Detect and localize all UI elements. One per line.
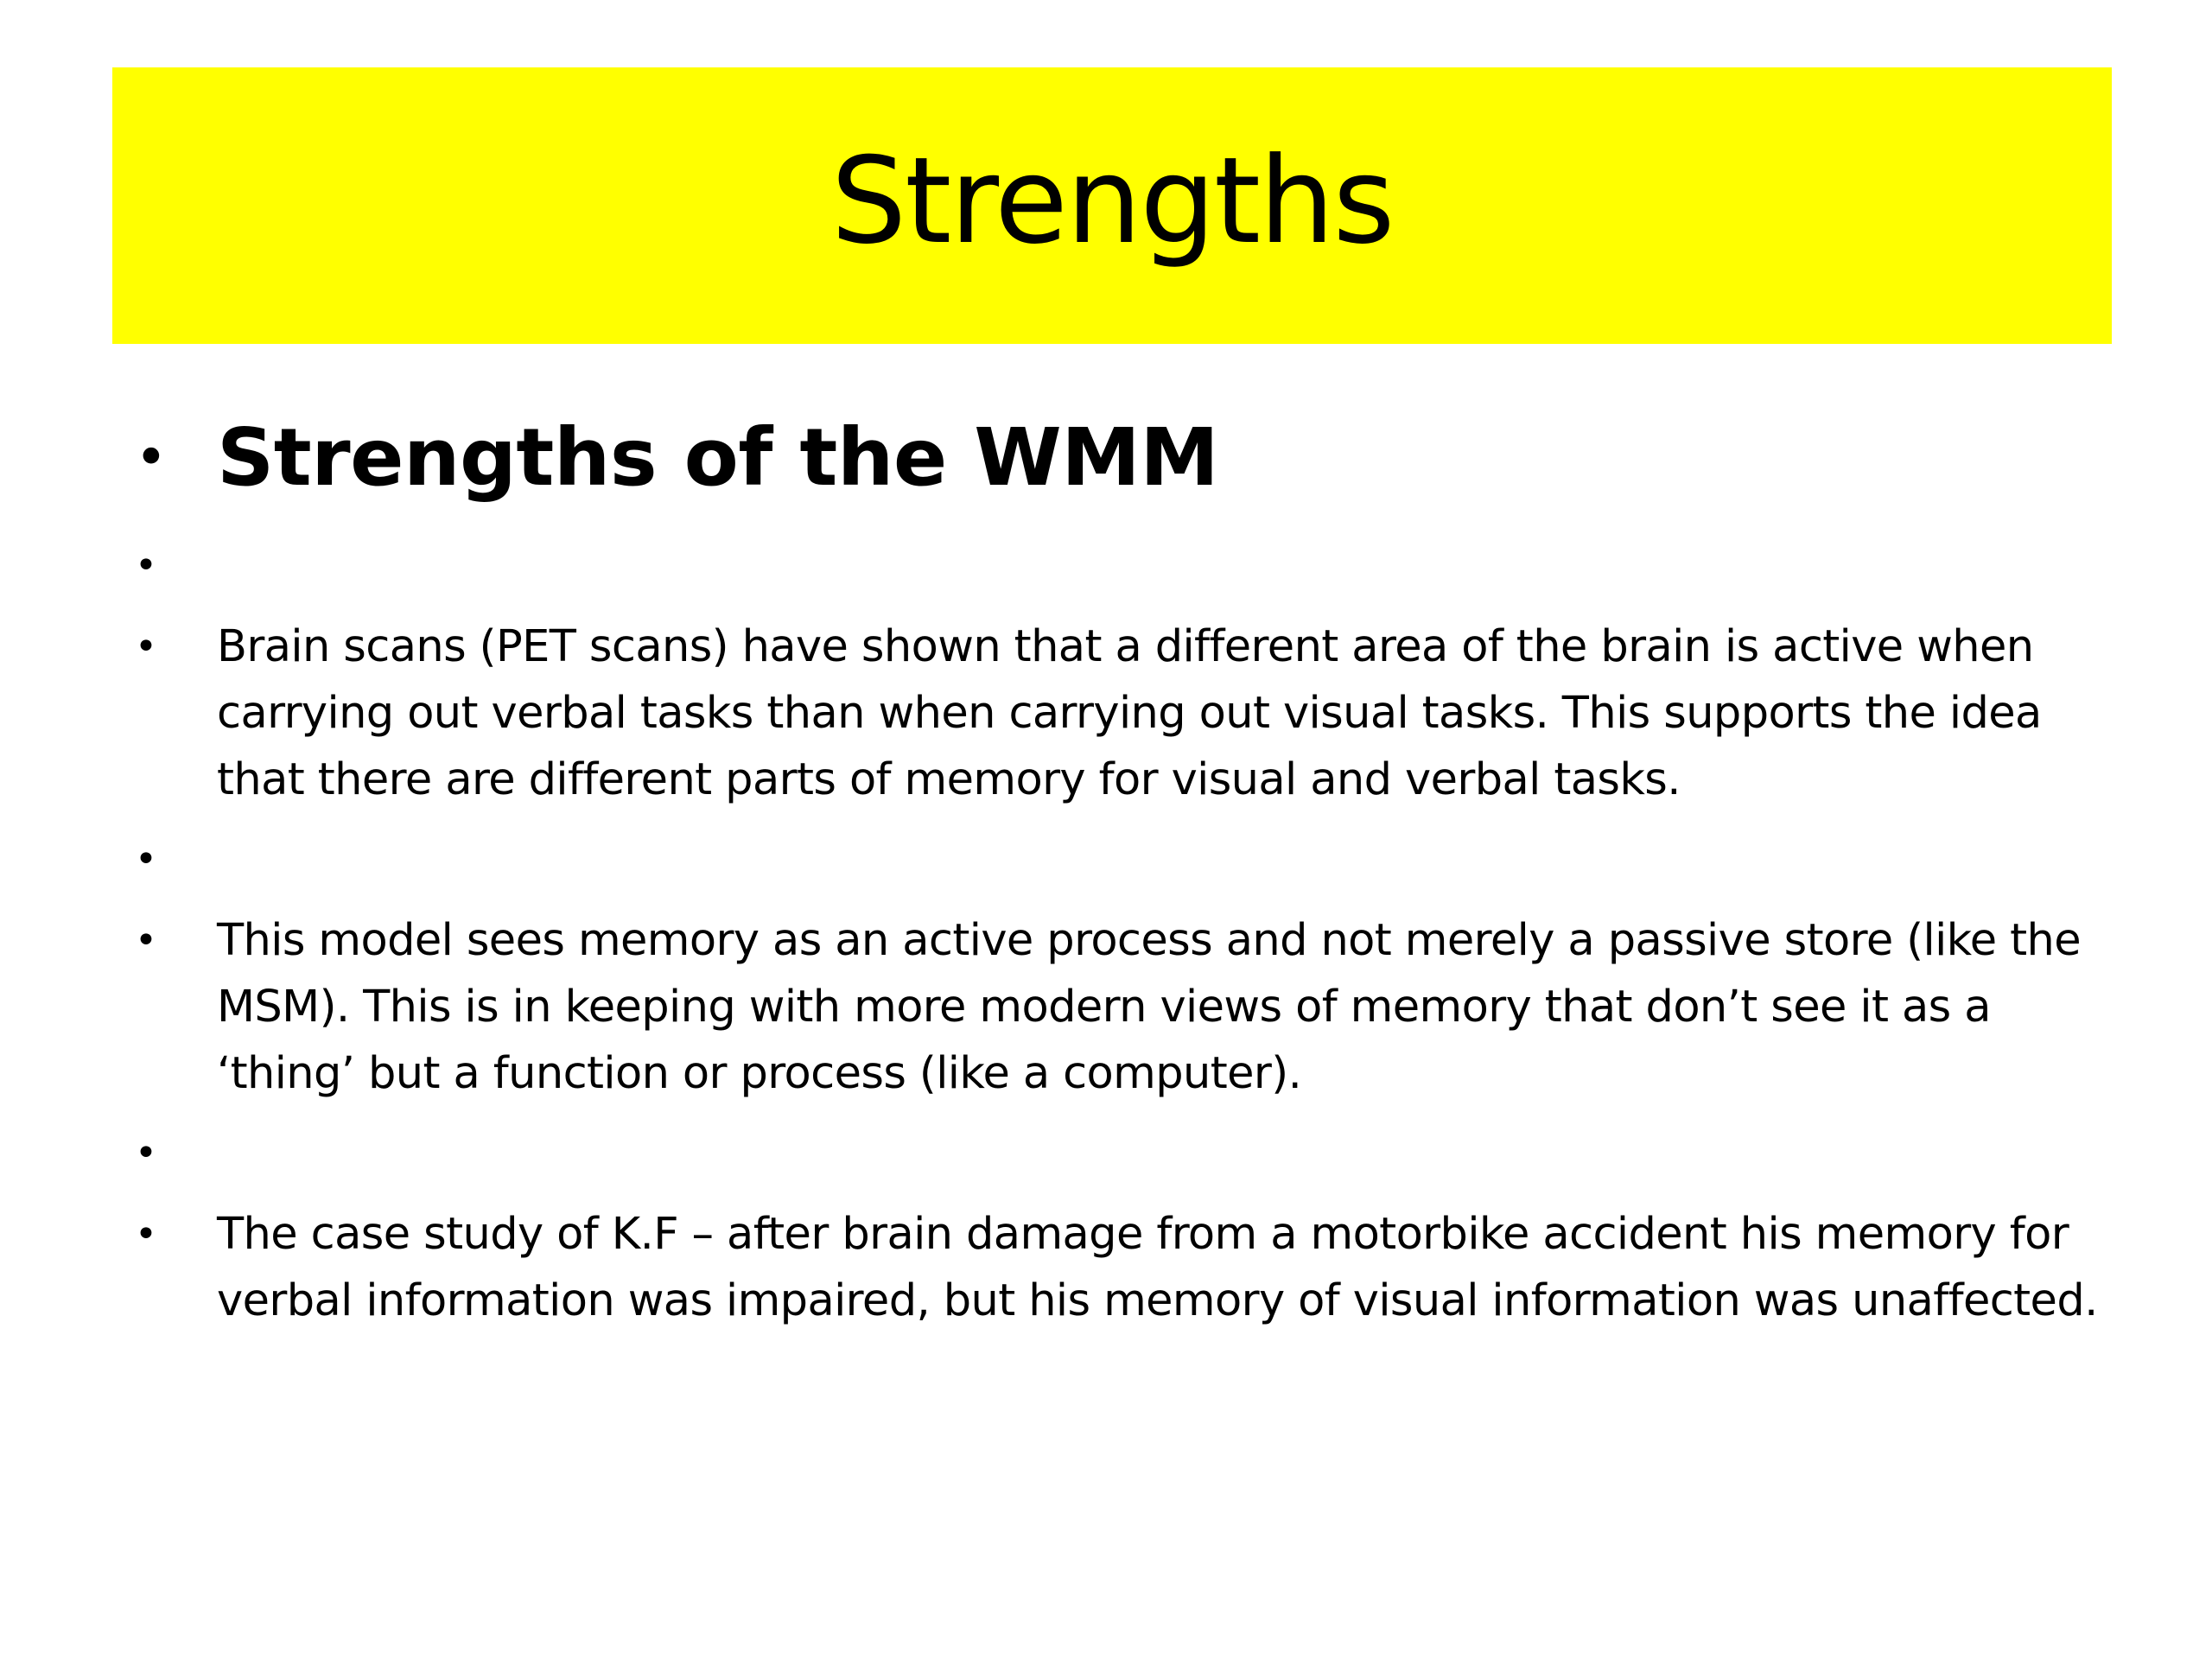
- bullet-case-study: [135, 1201, 2113, 1334]
- bullet-dot: •: [135, 426, 168, 490]
- bullet-empty: [135, 532, 2113, 599]
- bullet-empty: [135, 1120, 2113, 1186]
- slide-title: Strengths: [830, 131, 1394, 270]
- bullet-heading: [135, 413, 2113, 503]
- bullet-empty: [135, 826, 2113, 893]
- bullet-dot: •: [135, 1212, 157, 1256]
- bullet-text: The case study of K.F – after brain damage from a motorbike accident his memory for verbal information was impaired, but his memory of visual information was unaffected.: [217, 1209, 2098, 1326]
- title-band: [112, 67, 2112, 344]
- bullet-dot: •: [135, 543, 157, 588]
- bullet-brain-scans: [135, 613, 2113, 813]
- bullet-dot: •: [135, 1131, 157, 1175]
- bullet-heading-text: Strengths of the WMM: [217, 411, 1219, 504]
- bullet-active-process: [135, 907, 2113, 1107]
- bullet-dot: •: [135, 837, 157, 881]
- bullet-dot: •: [135, 625, 157, 669]
- bullet-text: This model sees memory as an active process and not merely a passive store (like the MSM). This is in keeping with more modern views of memory that don’t see it as a ‘thing’ but a function or process (like a computer).: [217, 915, 2082, 1099]
- bullet-text: Brain scans (PET scans) have shown that a different area of the brain is active when carrying out verbal tasks than when carrying out visual tasks. This supports the idea that there are different parts of memory for visual and verbal tasks.: [217, 621, 2042, 805]
- bullet-dot: •: [135, 918, 157, 963]
